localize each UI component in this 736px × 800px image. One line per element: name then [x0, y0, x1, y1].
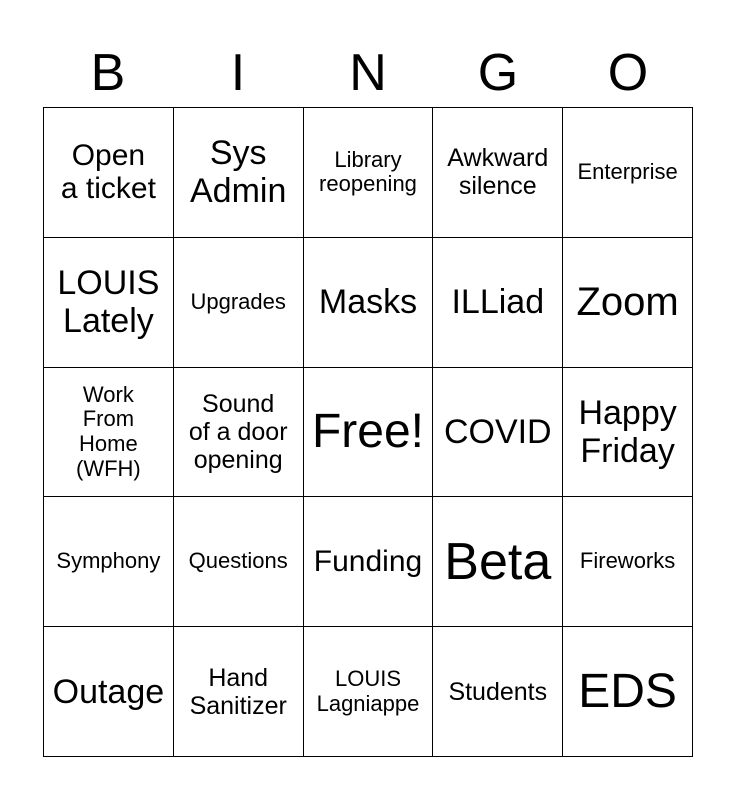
bingo-cell[interactable]: [304, 627, 434, 757]
bingo-cell[interactable]: [433, 368, 563, 498]
cell-text: Funding: [313, 544, 423, 578]
cell-text: COVID: [443, 412, 552, 451]
cell-text: Students: [448, 677, 548, 706]
bingo-cell[interactable]: [304, 497, 434, 627]
bingo-board: [43, 107, 693, 757]
bingo-cell[interactable]: [433, 627, 563, 757]
bingo-cell[interactable]: [44, 108, 174, 238]
cell-text: Happy Friday: [578, 393, 677, 470]
cell-text: ILLiad: [451, 283, 545, 322]
bingo-cell[interactable]: [433, 108, 563, 238]
bingo-cell[interactable]: [563, 497, 693, 627]
bingo-cell[interactable]: [174, 497, 304, 627]
bingo-cell[interactable]: [44, 238, 174, 368]
cell-text: EDS: [578, 664, 677, 718]
bingo-cell[interactable]: [563, 108, 693, 238]
bingo-cell[interactable]: [174, 368, 304, 498]
bingo-cell[interactable]: [44, 627, 174, 757]
header-letter-i: I: [230, 44, 246, 102]
bingo-cell[interactable]: [563, 368, 693, 498]
header-letter-b: B: [90, 44, 126, 102]
cell-text: Masks: [318, 283, 418, 322]
bingo-cell[interactable]: [174, 627, 304, 757]
bingo-cell[interactable]: [304, 238, 434, 368]
bingo-cell[interactable]: [304, 108, 434, 238]
bingo-cell[interactable]: [174, 108, 304, 238]
header-letter-o: O: [607, 44, 649, 102]
cell-text: Library reopening: [319, 146, 417, 197]
cell-text: Sys Admin: [190, 134, 287, 211]
bingo-cell[interactable]: [433, 238, 563, 368]
cell-text: LOUIS Lately: [57, 264, 160, 341]
cell-text: Enterprise: [577, 159, 678, 185]
bingo-cell[interactable]: [563, 627, 693, 757]
bingo-cell[interactable]: [44, 497, 174, 627]
cell-text: Open a ticket: [60, 138, 156, 206]
cell-text: Hand Sanitizer: [189, 663, 287, 720]
free-space-cell[interactable]: [304, 368, 434, 498]
bingo-cell[interactable]: [44, 368, 174, 498]
cell-text: Awkward silence: [447, 144, 549, 201]
bingo-cell[interactable]: [174, 238, 304, 368]
bingo-header: [43, 40, 693, 106]
cell-text: Zoom: [576, 279, 679, 324]
header-letter-g: G: [477, 44, 519, 102]
cell-text: Beta: [444, 532, 552, 591]
cell-text: LOUIS Lagniappe: [316, 665, 420, 716]
bingo-cell[interactable]: [433, 497, 563, 627]
cell-text: Free!: [311, 405, 424, 459]
cell-text: Symphony: [56, 548, 161, 574]
cell-text: Work From Home (WFH): [76, 381, 141, 481]
cell-text: Questions: [188, 548, 288, 574]
cell-text: Upgrades: [190, 288, 286, 314]
cell-text: Fireworks: [579, 548, 676, 574]
header-letter-n: N: [349, 44, 387, 102]
cell-text: Sound of a door opening: [188, 389, 288, 474]
cell-text: Outage: [52, 672, 165, 711]
bingo-cell[interactable]: [563, 238, 693, 368]
